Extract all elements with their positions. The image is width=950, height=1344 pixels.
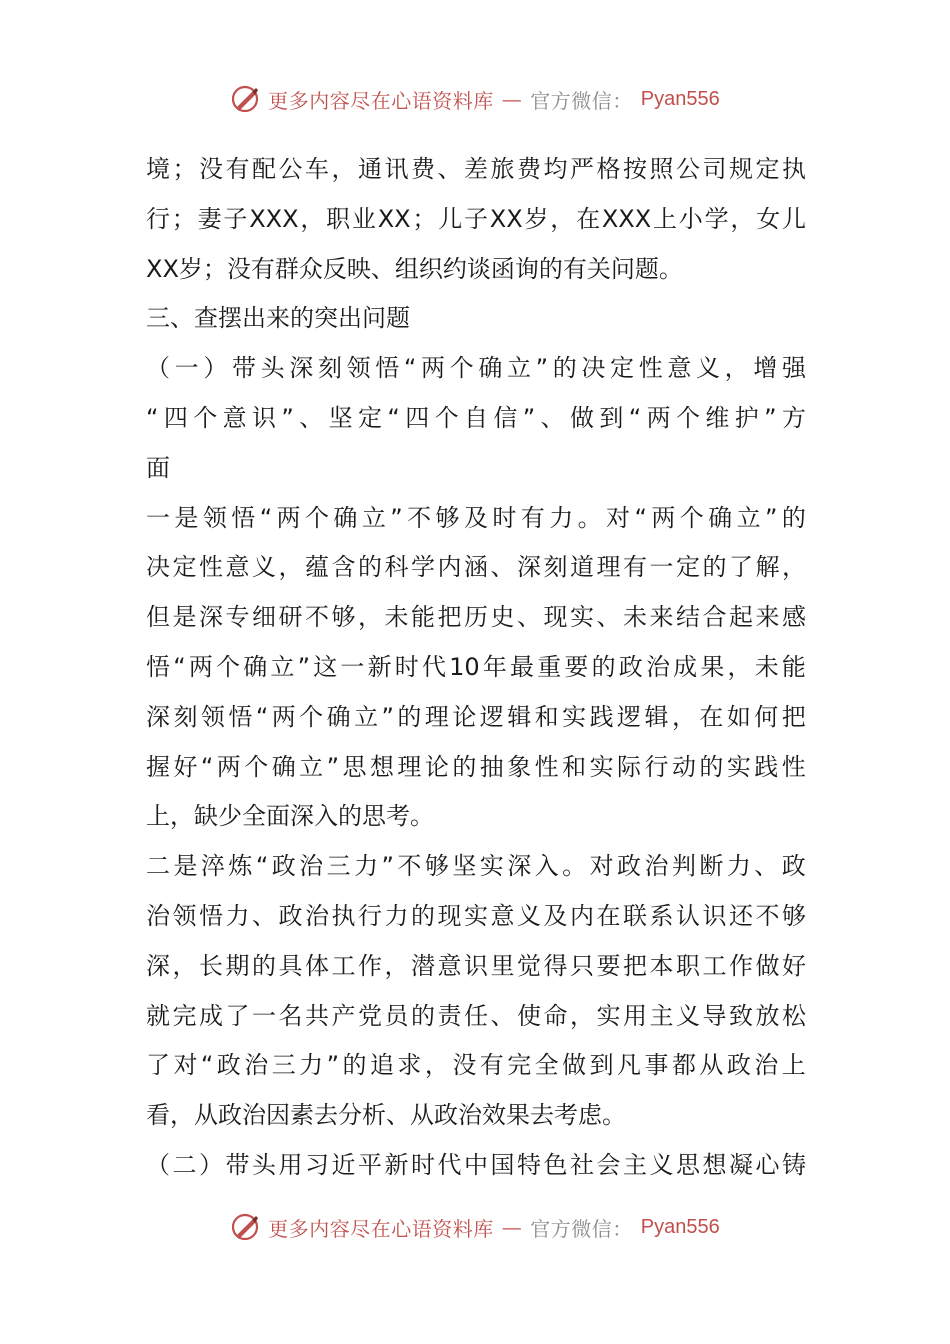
text-line: 上，缺少全面深入的思考。: [146, 802, 434, 831]
pen-logo-icon: [230, 84, 260, 114]
watermark-contact-label: 官方微信：: [530, 1216, 633, 1241]
header-watermark: [0, 84, 950, 114]
text-line: 了 对 “ 政 治 三 力 ” 的 追 求 ， 没 有 完 全 做 到 凡 事 都 从 政 治 上: [146, 1051, 806, 1080]
text-line: XX岁；没有群众反映、组织约谈函询的有关问题。: [146, 254, 683, 283]
watermark-brand: 更多内容尽在心语资料库: [268, 88, 494, 113]
text-line: 面: [146, 453, 170, 482]
text-line: “ 四 个 意 识 ” 、 坚 定 “ 四 个 自 信 ” 、 做 到 “ 两 个 维 护 ” 方: [146, 403, 806, 432]
watermark-brand: 更多内容尽在心语资料库: [268, 1216, 494, 1241]
text-line: 行 ； 妻 子 XXX ， 职 业 XX ； 儿 子 XX 岁 ， 在 XXX 上 小 学 ， 女 儿: [146, 204, 806, 233]
text-line: 但 是 深 专 细 研 不 够 ， 未 能 把 历 史 、 现 实 、 未 来 结 合 起 来 感: [146, 603, 806, 632]
watermark-separator: —: [501, 1215, 523, 1239]
text-line: 看，从政治因素去分析、从政治效果去考虑。: [146, 1101, 626, 1130]
text-line: 深 ， 长 期 的 具 体 工 作 ， 潜 意 识 里 觉 得 只 要 把 本 职 工 作 做 好: [146, 951, 806, 980]
text-line: 一 是 领 悟 “ 两 个 确 立 ” 不 够 及 时 有 力 。 对 “ 两 个 确 立 ” 的: [146, 503, 806, 532]
text-line: 境 ； 没 有 配 公 车 ， 通 讯 费 、 差 旅 费 均 严 格 按 照 公 司 规 定 执: [146, 155, 806, 183]
text-line: 握 好 “ 两 个 确 立 ” 思 想 理 论 的 抽 象 性 和 实 际 行 动 的 实 践 性: [146, 752, 806, 781]
text-line: 二 是 淬 炼 “ 政 治 三 力 ” 不 够 坚 实 深 入 。 对 政 治 判 断 力 、 政: [146, 852, 806, 881]
text-line: （ 一 ） 带 头 深 刻 领 悟 “ 两 个 确 立 ” 的 决 定 性 意 义 ， 增 强: [146, 354, 806, 383]
text-line: 就 完 成 了 一 名 共 产 党 员 的 责 任 、 使 命 ， 实 用 主 义 导 致 放 松: [146, 1001, 806, 1030]
text-line: （ 二 ） 带 头 用 习 近 平 新 时 代 中 国 特 色 社 会 主 义 思 想 凝 心 铸: [146, 1150, 806, 1179]
text-line: 三、查摆出来的突出问题: [146, 304, 410, 333]
text-line: 悟 “ 两 个 确 立 ” 这 一 新 时 代 10 年 最 重 要 的 政 治 成 果 ， 未 能: [146, 652, 806, 681]
footer-watermark: [0, 1212, 950, 1242]
text-line: 决 定 性 意 义 ， 蕴 含 的 科 学 内 涵 、 深 刻 道 理 有 一 定 的 了 解 ，: [146, 553, 806, 582]
text-line: 治 领 悟 力 、 政 治 执 行 力 的 现 实 意 义 及 内 在 联 系 认 识 还 不 够: [146, 901, 806, 930]
watermark-handle: Pyan556: [640, 87, 720, 110]
text-line: 深 刻 领 悟 “ 两 个 确 立 ” 的 理 论 逻 辑 和 实 践 逻 辑 ， 在 如 何 把: [146, 702, 806, 731]
watermark-separator: —: [501, 87, 523, 111]
document-body: [146, 145, 806, 1191]
watermark-handle: Pyan556: [640, 1215, 720, 1238]
pen-logo-icon: [230, 1212, 260, 1242]
watermark-contact-label: 官方微信：: [530, 88, 633, 113]
